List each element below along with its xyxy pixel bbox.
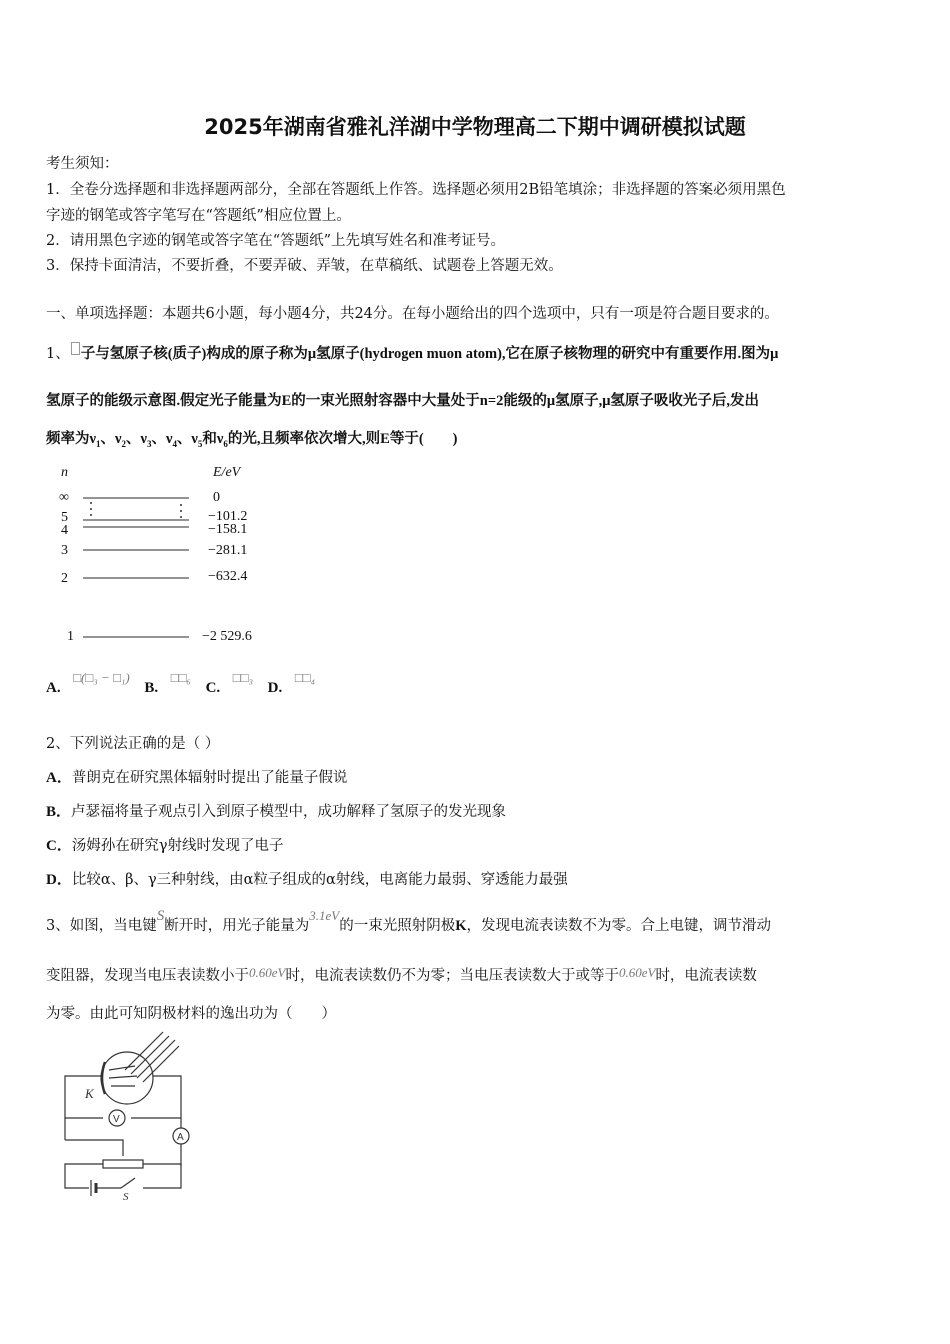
photoelectric-circuit-diagram <box>55 1030 195 1200</box>
notice-item: 字迹的钢笔或答字笔写在“答题纸”相应位置上。 <box>46 208 351 224</box>
missing-glyph-icon <box>71 342 80 355</box>
option-c-expr: □□₃ <box>232 670 253 685</box>
q2-option-b[interactable]: B．卢瑟福将量子观点引入到原子模型中，成功解释了氢原子的发光现象 <box>46 804 507 820</box>
notice-heading: 考生须知： <box>46 156 119 172</box>
section-heading: 一、单项选择题：本题共6小题，每小题4分，共24分。在每小题给出的四个选项中，只有一项是符合题目要求的。 <box>46 306 779 322</box>
q1-options <box>46 670 316 697</box>
level-n: 2 <box>61 571 68 586</box>
photon-energy: 3.1eV <box>309 908 340 923</box>
q1-number: 1、 <box>46 346 70 362</box>
notice-item: 2．请用黑色字迹的钢笔或答字笔在“答题纸”上先填写姓名和准考证号。 <box>46 233 506 249</box>
q3-line2: 变阻器，发现当电压表读数小于0.60eV时，电流表读数仍不为零；当电压表读数大于或等于0.60eV时，电流表读数 <box>46 965 757 984</box>
level-energy: 0 <box>213 490 220 505</box>
level-energy: −281.1 <box>208 543 248 558</box>
option-d-expr: □□₄ <box>294 670 316 685</box>
q3-line1: 3、如图，当电键S断开时，用光子能量为3.1eV的一束光照射阴极K，发现电流表读数不为零。合上电键，调节滑动 <box>46 908 771 934</box>
q1-line1 <box>46 342 778 363</box>
option-a-label[interactable]: A. <box>46 680 61 696</box>
level-n: 3 <box>61 543 68 558</box>
option-c-label[interactable]: C. <box>205 680 221 696</box>
q3-line3: 为零。由此可知阴极材料的逸出功为（ ） <box>46 1006 336 1022</box>
level-n: 1 <box>67 629 74 644</box>
ammeter-icon: A <box>177 1132 184 1143</box>
stop-voltage: 0.60eV <box>249 965 286 980</box>
switch-label: S <box>123 1191 129 1200</box>
level-n: 4 <box>61 523 68 538</box>
stop-voltage: 0.60eV <box>618 965 656 980</box>
q1-line2: 氢原子的能级示意图.假定光子能量为E的一束光照射容器中大量处于n=2能级的μ氢原子,μ氢原子吸收光子后,发出 <box>46 393 760 409</box>
q1-line3: 频率为$\nu_1$、$\nu_2$、$\nu_3$、$\nu_4$、$\nu_5$和$\nu_6$的光,且频率依次增大,则E等于( ) <box>46 431 458 449</box>
notice-item: 3．保持卡面清洁，不要折叠，不要弄破、弄皱，在草稿纸、试题卷上答题无效。 <box>46 258 563 274</box>
option-b-label[interactable]: B. <box>144 680 159 696</box>
option-a-expr: □(□₃ − □₁) <box>73 670 130 685</box>
q1-text: 子与氢原子核(质子)构成的原子称为μ氢原子(hydrogen muon atom),它在原子核物理的研究中有重要作用.图为μ <box>80 346 779 362</box>
level-n: 5 <box>61 510 68 525</box>
q2-option-d[interactable]: D．比较α、β、γ三种射线，由α粒子组成的α射线，电离能力最弱、穿透能力最强 <box>46 872 568 888</box>
level-energy: −101.2 <box>208 509 248 524</box>
level-energy: −2 529.6 <box>202 629 252 644</box>
q2-option-a[interactable]: A．普朗克在研究黑体辐射时提出了能量子假说 <box>46 770 348 786</box>
n-axis-label: n <box>61 465 68 480</box>
level-energy: −632.4 <box>208 569 248 584</box>
notice-item: 1．全卷分选择题和非选择题两部分，全部在答题纸上作答。选择题必须用2B铅笔填涂；非选择题的答案必须用黑色 <box>46 182 786 198</box>
option-d-label[interactable]: D. <box>267 680 283 696</box>
energy-level-diagram <box>55 460 285 660</box>
page-title: 2025年湖南省雅礼洋湖中学物理高二下期中调研模拟试题 <box>204 115 746 139</box>
level-energy: −158.1 <box>208 522 248 537</box>
level-n: ∞ <box>59 490 69 505</box>
voltmeter-icon: V <box>113 1114 120 1125</box>
cathode-label: K <box>85 1086 94 1101</box>
q2-option-c[interactable]: C．汤姆孙在研究γ射线时发现了电子 <box>46 838 284 854</box>
q2-stem: 2、下列说法正确的是（ ） <box>46 736 220 752</box>
switch-symbol: S <box>156 908 165 924</box>
option-b-expr: □□₆ <box>170 670 191 685</box>
energy-axis-label: E/eV <box>213 465 241 480</box>
